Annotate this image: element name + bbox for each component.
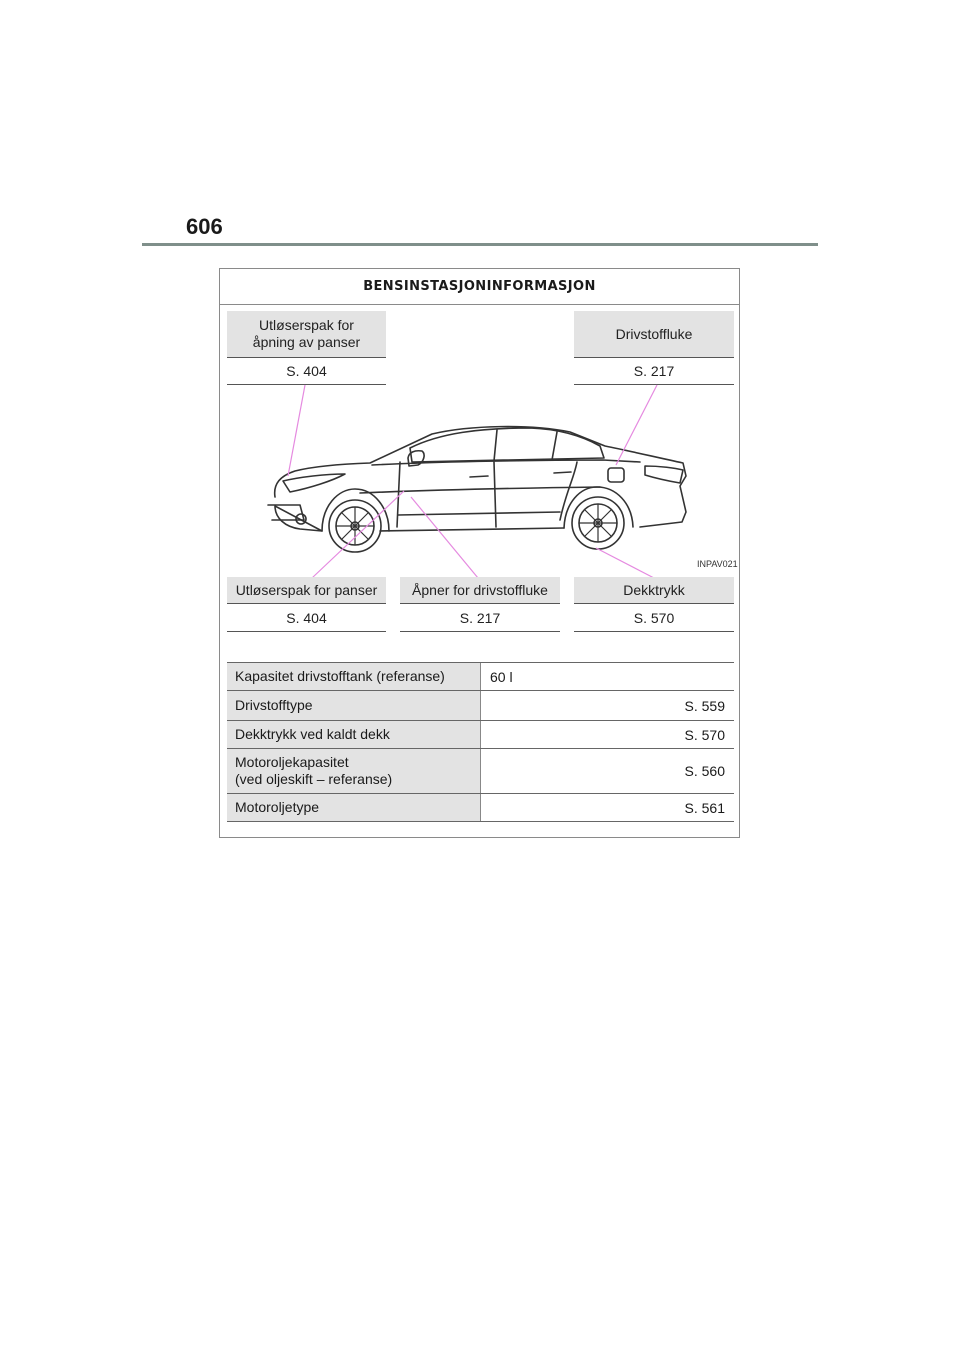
table-row <box>227 691 734 721</box>
spec-value-fuel-type[interactable]: S. 559 <box>684 697 725 714</box>
illustration-code: INPAV021 <box>697 559 738 569</box>
spec-value-cold-tire-pressure[interactable]: S. 570 <box>684 726 725 743</box>
front-wheel-icon <box>329 500 381 552</box>
spec-value-fuel-capacity: 60 l <box>481 663 734 690</box>
spec-key-fuel-type: Drivstofftype <box>227 691 481 720</box>
callout-tire-pressure-page[interactable]: S. 570 <box>574 604 734 632</box>
spec-table <box>227 662 734 822</box>
page-number: 606 <box>186 214 223 239</box>
callout-hood-release-label: Utløserspak for åpning av panser <box>227 311 386 358</box>
callout-fuel-opener-page[interactable]: S. 217 <box>400 604 560 632</box>
callout-hood-release-page[interactable]: S. 404 <box>227 358 386 385</box>
table-row <box>227 663 734 691</box>
table-row <box>227 721 734 749</box>
spec-key-engine-oil-type: Motoroljetype <box>227 794 481 821</box>
spec-key-cold-tire-pressure: Dekktrykk ved kaldt dekk <box>227 721 481 748</box>
callout-hood-lever-page[interactable]: S. 404 <box>227 604 386 632</box>
spec-key-engine-oil-capacity: Motoroljekapasitet (ved oljeskift – referanse) <box>227 749 481 793</box>
callout-fuel-opener-label: Åpner for drivstoffluke <box>400 577 560 604</box>
callout-fuel-door-page[interactable]: S. 217 <box>574 358 734 385</box>
table-row <box>227 794 734 822</box>
spec-value-engine-oil-type[interactable]: S. 561 <box>684 799 725 816</box>
panel-title: BENSINSTASJONINFORMASJON <box>220 269 739 305</box>
callout-fuel-door-label: Drivstoffluke <box>574 311 734 358</box>
callout-hood-lever-label: Utløserspak for panser <box>227 577 386 604</box>
callout-tire-pressure-label: Dekktrykk <box>574 577 734 604</box>
spec-key-fuel-capacity: Kapasitet drivstofftank (referanse) <box>227 663 481 690</box>
rear-wheel-icon <box>572 497 624 549</box>
table-row <box>227 749 734 794</box>
spec-value-engine-oil-capacity[interactable]: S. 560 <box>684 763 725 779</box>
